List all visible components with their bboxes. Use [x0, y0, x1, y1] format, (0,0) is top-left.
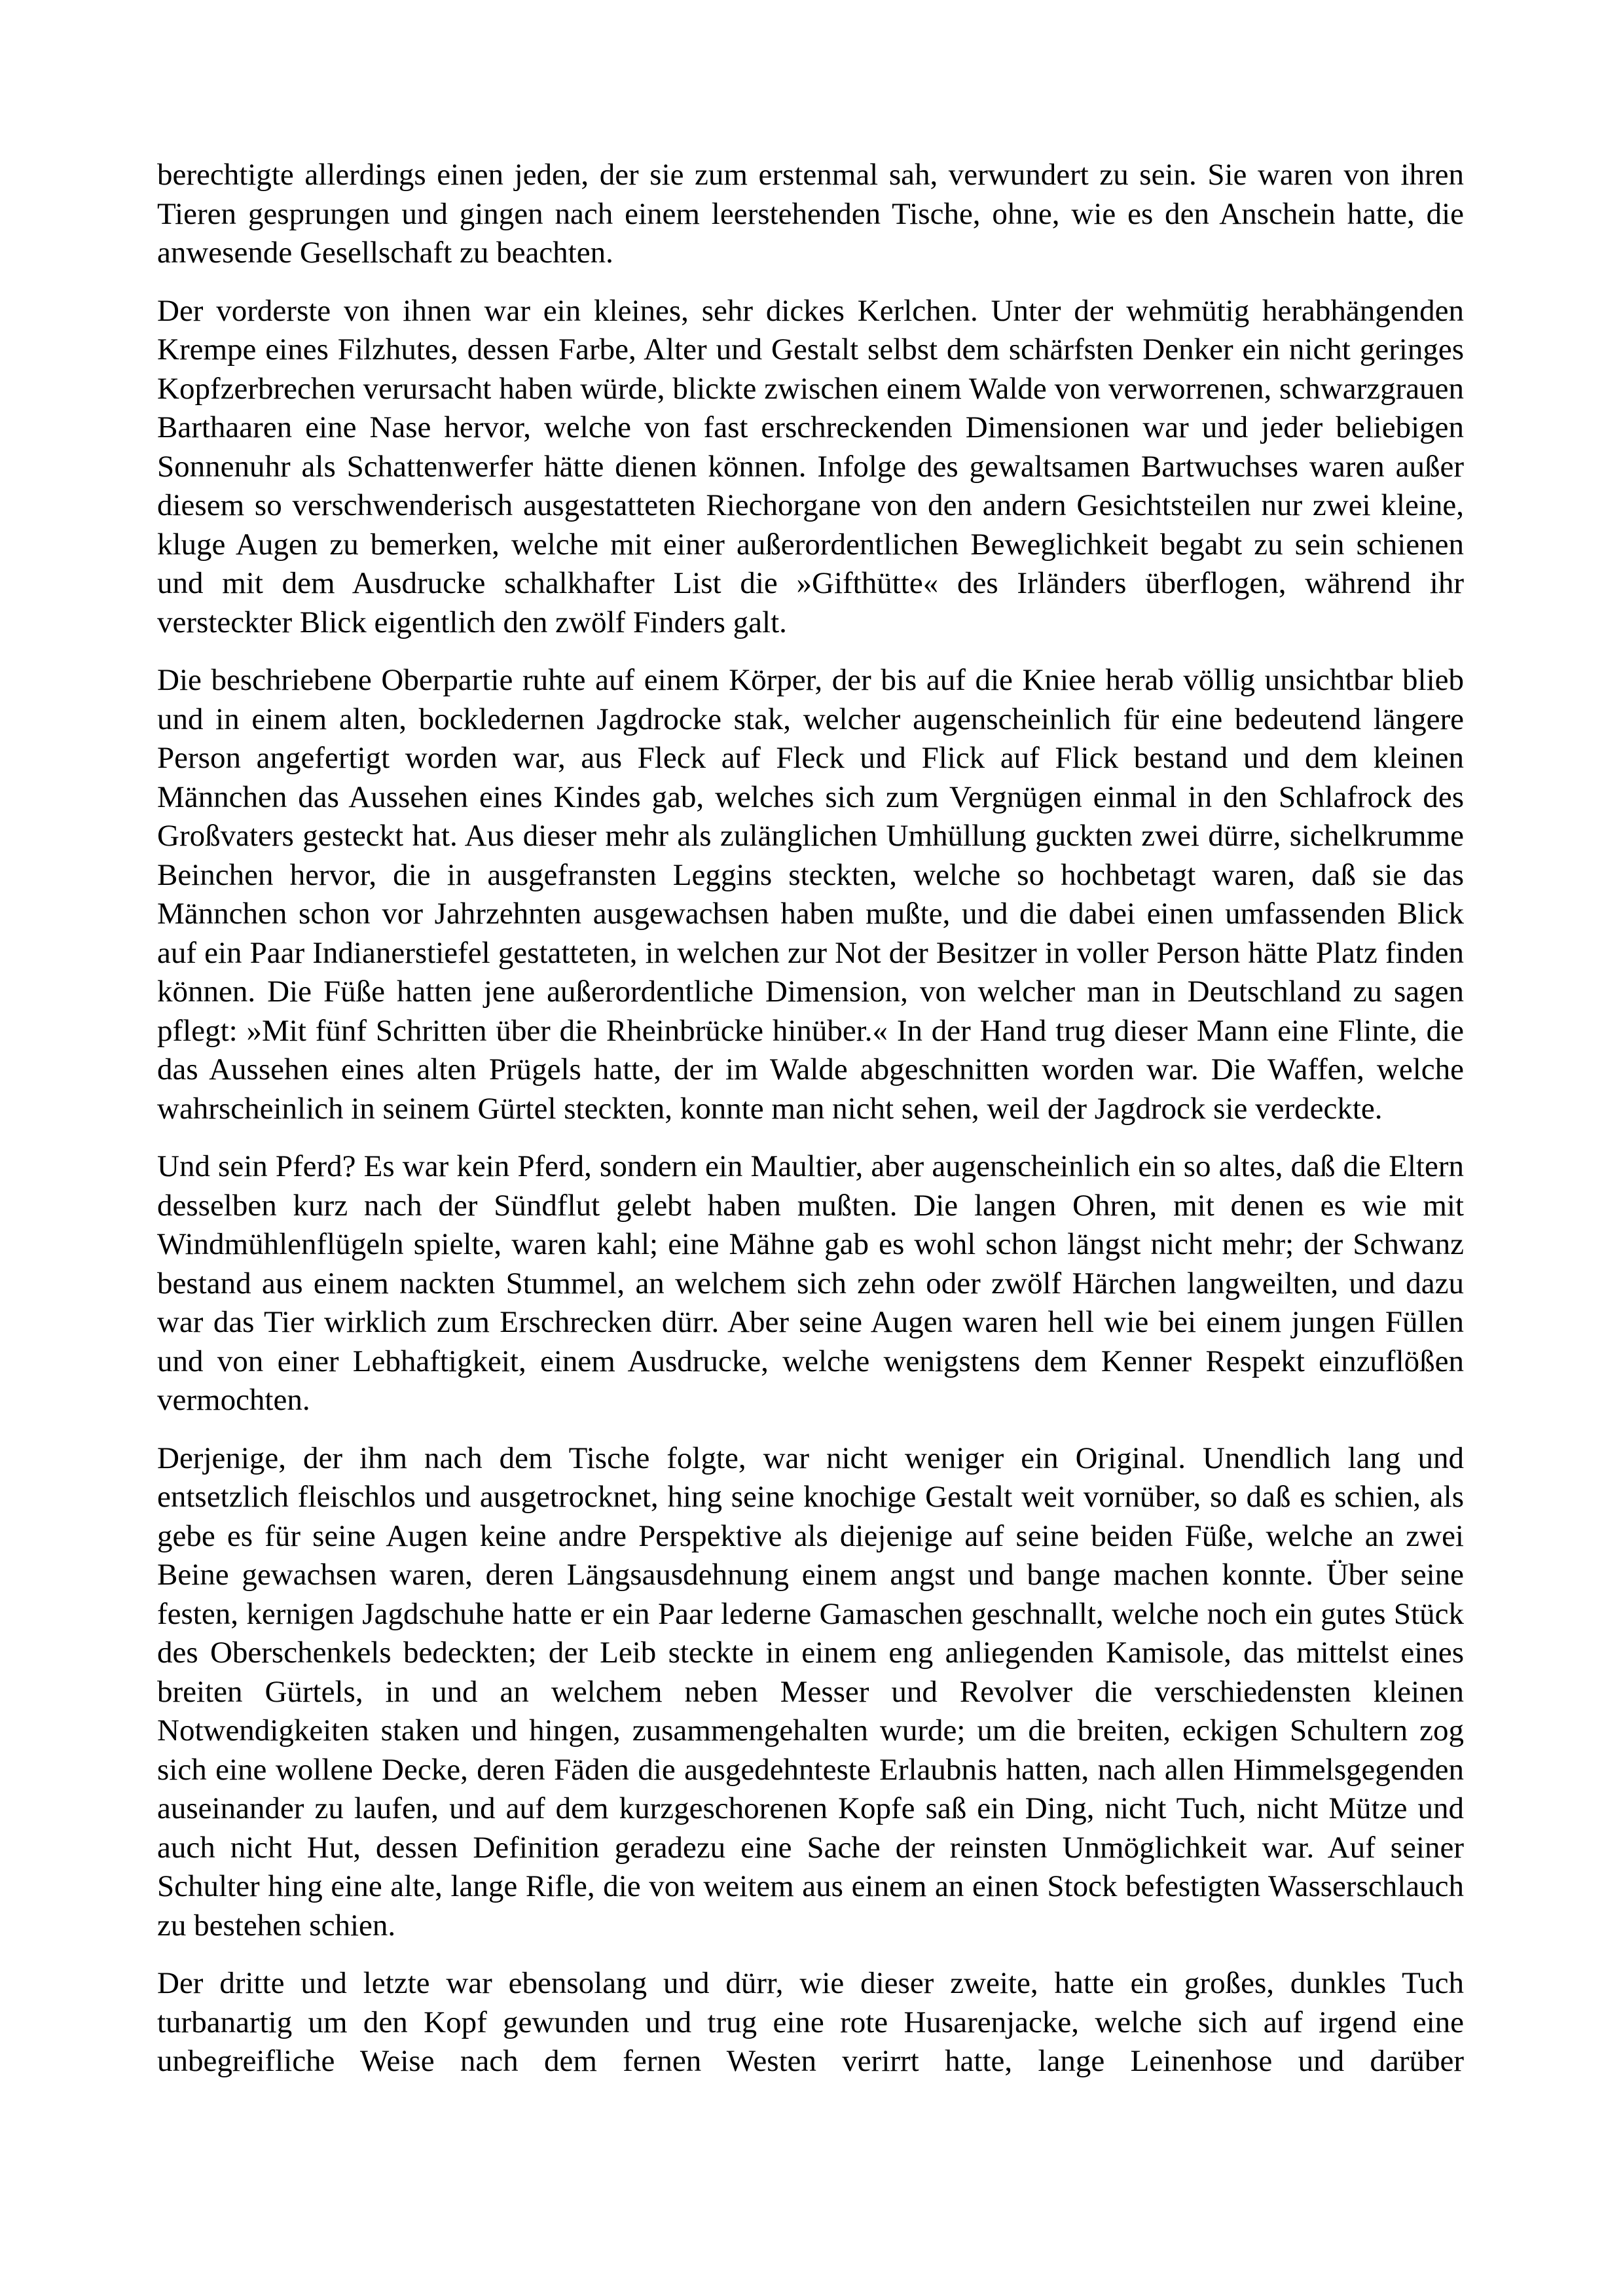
body-text — [157, 156, 1464, 2100]
paragraph-4: Und sein Pferd? Es war kein Pferd, sondern ein Maultier, aber augenscheinlich ein so altes, daß die Eltern desselben kurz nach der Sündflut gelebt haben mußten. Die langen Ohren, mit denen es wie mit Windmühlenflügeln spielte, waren kahl; eine Mähne gab es wohl schon längst nicht mehr; der Schwanz bestand aus einem nackten Stummel, an welchem sich zehn oder zwölf Härchen langweilten, und dazu war das Tier wirklich zum Erschrecken dürr. Aber seine Augen waren hell wie bei einem jungen Füllen und von einer Lebhaftigkeit, einem Ausdrucke, welche wenigstens dem Kenner Respekt einzuflößen vermochten. — [157, 1149, 1464, 1417]
paragraph-5: Derjenige, der ihm nach dem Tische folgte, war nicht weniger ein Original. Unendlich lang und entsetzlich fleischlos und ausgetrocknet, hing seine knochige Gestalt weit vornüber, so daß es schien, als gebe es für seine Augen keine andre Perspektive als diejenige auf seine beiden Füße, welche an zwei Beine gewachsen waren, deren Längsausdehnung einem angst und bange machen konnte. Über seine festen, kernigen Jagdschuhe hatte er ein Paar lederne Gamaschen geschnallt, welche noch ein gutes Stück des Oberschenkels bedeckten; der Leib steckte in einem eng anliegenden Kamisole, das mittelst eines breiten Gürtels, in und an welchem neben Messer und Revolver die verschiedensten kleinen Notwendigkeiten staken und hingen, zusammengehalten wurde; um die breiten, eckigen Schultern zog sich eine wollene Decke, deren Fäden die ausgedehnteste Erlaubnis hatten, nach allen Himmelsgegenden auseinander zu laufen, und auf dem kurzgeschorenen Kopfe saß ein Ding, nicht Tuch, nicht Mütze und auch nicht Hut, dessen Definition geradezu eine Sache der reinsten Unmöglichkeit war. Auf seiner Schulter hing eine alte, lange Rifle, die von weitem aus einem an einen Stock befestigten Wasserschlauch zu bestehen schien. — [157, 1441, 1464, 1943]
paragraph-2: Der vorderste von ihnen war ein kleines, sehr dickes Kerlchen. Unter der wehmütig herabhängenden Krempe eines Filzhutes, dessen Farbe, Alter und Gestalt selbst dem schärfsten Denker ein nicht geringes Kopfzerbrechen verursacht haben würde, blickte zwischen einem Walde von verworrenen, schwarzgrauen Barthaaren eine Nase hervor, welche von fast erschreckenden Dimensionen war und jeder beliebigen Sonnenuhr als Schattenwerfer hätte dienen können. Infolge des gewaltsamen Bartwuchses waren außer diesem so verschwenderisch ausgestatteten Riechorgane von den andern Gesichtsteilen nur zwei kleine, kluge Augen zu bemerken, welche mit einer außerordentlichen Beweglichkeit begabt zu sein schienen und mit dem Ausdrucke schalkhafter List die »Gifthütte« des Irländers überflogen, während ihr versteckter Blick eigentlich den zwölf Finders galt. — [157, 293, 1464, 639]
paragraph-6: Der dritte und letzte war ebensolang und dürr, wie dieser zweite, hatte ein großes, dunkles Tuch turbanartig um den Kopf gewunden und trug eine rote Husarenjacke, welche sich auf irgend eine unbegreifliche Weise nach dem fernen Westen verirrt hatte, lange Leinenhose und darüber — [157, 1966, 1464, 2078]
paragraph-1: berechtigte allerdings einen jeden, der sie zum erstenmal sah, verwundert zu sein. Sie waren von ihren Tieren gesprungen und gingen nach einem leerstehenden Tische, ohne, wie es den Anschein hatte, die anwesende Gesellschaft zu beachten. — [157, 158, 1464, 270]
paragraph-3: Die beschriebene Oberpartie ruhte auf einem Körper, der bis auf die Kniee herab völlig unsichtbar blieb und in einem alten, bockledernen Jagdrocke stak, welcher augenscheinlich für eine bedeutend längere Person angefertigt worden war, aus Fleck auf Fleck und Flick auf Flick bestand und dem kleinen Männchen das Aussehen eines Kindes gab, welches sich zum Vergnügen einmal in den Schlafrock des Großvaters gesteckt hat. Aus dieser mehr als zulänglichen Umhüllung guckten zwei dürre, sichelkrumme Beinchen hervor, die in ausgefransten Leggins steckten, welche so hochbetagt waren, daß sie das Männchen schon vor Jahrzehnten ausgewachsen haben mußte, und die dabei einen umfassenden Blick auf ein Paar Indianerstiefel gestatteten, in welchen zur Not der Besitzer in voller Person hätte Platz finden können. Die Füße hatten jene außerordentliche Dimension, von welcher man in Deutschland zu sagen pflegt: »Mit fünf Schritten über die Rheinbrücke hinüber.« In der Hand trug dieser Mann eine Flinte, die das Aussehen eines alten Prügels hatte, der im Walde abgeschnitten worden war. Die Waffen, welche wahrscheinlich in seinem Gürtel steckten, konnte man nicht sehen, weil der Jagdrock sie verdeckte. — [157, 663, 1464, 1126]
